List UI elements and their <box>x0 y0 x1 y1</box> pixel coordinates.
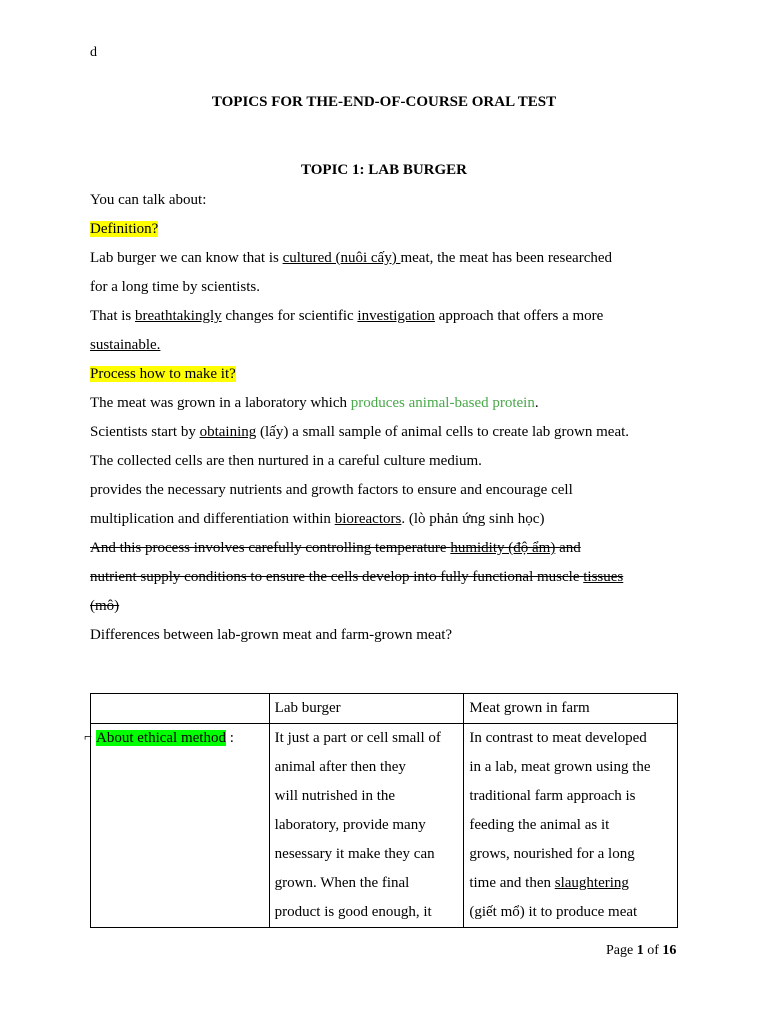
cell-line: product is good enough, it <box>274 904 432 920</box>
underlined-term: humidity (độ ẩm) <box>450 540 556 556</box>
table-header-row <box>91 694 678 724</box>
page-total: 16 <box>662 943 677 958</box>
underlined-term: investigation <box>357 308 435 324</box>
question-differences: Differences between lab-grown meat and farm-grown meat? <box>90 627 453 643</box>
highlight-process: Process how to make it? <box>90 366 236 382</box>
table-row <box>91 724 678 928</box>
process-line-2 <box>90 422 629 442</box>
cell-line: grows, nourished for a long <box>469 846 635 862</box>
farm-cell <box>464 724 678 928</box>
lab-cell <box>269 724 464 928</box>
underlined-term: cultured (nuôi cấy) <box>282 250 401 266</box>
text-run: meat, the meat has been researched <box>400 250 613 266</box>
process-line-3: The collected cells are then nurtured in a careful culture medium. <box>90 453 482 469</box>
green-phrase: produces animal-based protein <box>350 395 535 411</box>
cell-line: laboratory, provide many <box>274 817 426 833</box>
page-title: TOPICS FOR THE-END-OF-COURSE ORAL TEST <box>211 94 557 110</box>
underlined-term: sustainable. <box>90 337 161 353</box>
cell-line: will nutrished in the <box>274 788 396 804</box>
cell-line: In contrast to meat developed <box>469 730 647 746</box>
text-run: . <box>534 395 539 411</box>
row-label: About ethical method <box>96 730 226 746</box>
intro-text: You can talk about: <box>90 192 207 208</box>
struck-line-3: (mô) <box>90 598 120 614</box>
text-run: The meat was grown in a laboratory which <box>90 395 351 411</box>
process-line-4: provides the necessary nutrients and growth factors to ensure and encourage cell <box>90 482 573 498</box>
text-run: (giết mổ) <box>469 904 525 920</box>
highlight-definition: Definition? <box>90 221 159 237</box>
text-run: And this process involves carefully controlling temperature <box>90 540 451 556</box>
row-label-suffix: : <box>225 730 234 746</box>
cell-line <box>469 869 672 898</box>
definition-line-2: for a long time by scientists. <box>90 279 260 295</box>
struck-line-2 <box>90 567 623 587</box>
page-of: of <box>643 943 663 958</box>
table-header-lab: Lab burger <box>269 694 464 724</box>
struck-line-1 <box>90 538 581 558</box>
page-word: Page <box>606 943 637 958</box>
definition-line-4 <box>90 335 160 355</box>
topic-heading: TOPIC 1: LAB BURGER <box>301 162 467 178</box>
cell-line <box>469 898 672 927</box>
table-header-farm: Meat grown in farm <box>464 694 678 724</box>
cell-line: It just a part or cell small of <box>274 730 441 746</box>
question-definition <box>90 219 158 239</box>
cell-line: in a lab, meat grown using the <box>469 759 651 775</box>
text-run: nutrient supply conditions to ensure the cells develop into fully functional muscle <box>90 569 584 585</box>
text-run: . (lò phản ứng sinh học) <box>401 511 545 527</box>
cursor-mark-icon: ⌐ <box>84 730 92 745</box>
table-header-empty <box>91 694 270 724</box>
text-run: approach that offers a more <box>434 308 604 324</box>
definition-line-1 <box>90 248 612 268</box>
text-run: multiplication and differentiation within <box>90 511 335 527</box>
page-number <box>606 943 676 959</box>
cell-line: nesessary it make they can <box>274 846 435 862</box>
underlined-term: obtaining <box>199 424 257 440</box>
underlined-term: breathtakingly <box>135 308 222 324</box>
underlined-term: tissues <box>583 569 624 585</box>
text-run: changes for scientific <box>221 308 358 324</box>
cell-line: animal after then they <box>274 759 406 775</box>
row-label-cell <box>91 724 270 928</box>
process-line-1 <box>90 393 539 413</box>
question-process <box>90 364 236 384</box>
text-run: (lấy) a small sample of animal cells to create lab grown meat. <box>256 424 630 440</box>
cell-line: traditional farm approach is <box>469 788 636 804</box>
text-run: and <box>555 540 581 556</box>
header-mark: d <box>90 45 97 60</box>
cell-line: grown. When the final <box>274 875 410 891</box>
cell-line: feeding the animal as it <box>469 817 610 833</box>
text-run: Scientists start by <box>90 424 200 440</box>
page-current: 1 <box>636 943 644 958</box>
text-run: it to produce meat <box>524 904 638 920</box>
text-run: That is <box>90 308 135 324</box>
process-line-5 <box>90 509 544 529</box>
underlined-term: slaughtering <box>554 875 629 891</box>
definition-line-3 <box>90 306 603 326</box>
comparison-table <box>90 693 678 928</box>
text-run: Lab burger we can know that is <box>90 250 283 266</box>
text-run: time and then <box>469 875 555 891</box>
underlined-term: bioreactors <box>334 511 402 527</box>
